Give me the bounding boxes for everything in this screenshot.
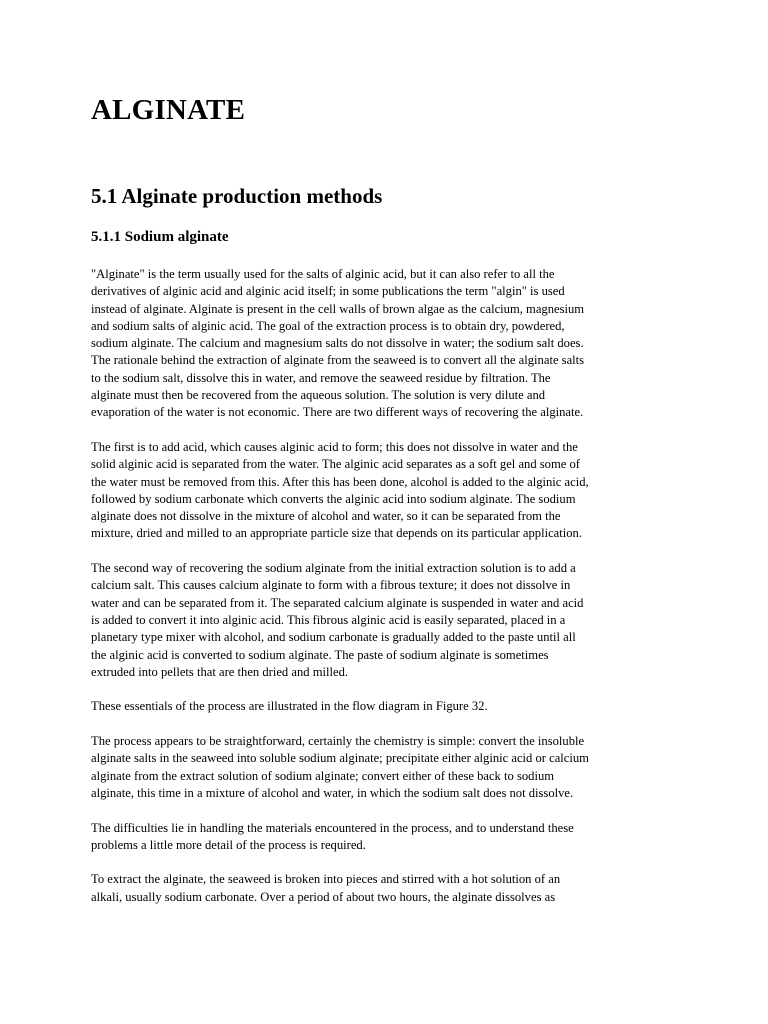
paragraph-line: followed by sodium carbonate which converts the alginic acid into sodium alginate. The sodium [91, 491, 576, 506]
paragraph-line: The difficulties lie in handling the materials encountered in the process, and to understand these [91, 820, 574, 835]
subsection-heading: 5.1.1 Sodium alginate [91, 229, 229, 245]
paragraph-line: derivatives of alginic acid and alginic acid itself; in some publications the term "algin" is used [91, 284, 565, 299]
paragraph-line: extruded into pellets that are then dried and milled. [91, 664, 349, 679]
body-paragraph [91, 439, 681, 543]
document-title: ALGINATE [91, 94, 246, 126]
paragraph-line: alginate from the extract solution of sodium alginate; convert either of these back to sodium [91, 768, 555, 783]
paragraph-line: To extract the alginate, the seaweed is broken into pieces and stirred with a hot solution of an [91, 872, 561, 887]
paragraph-line: to the sodium salt, dissolve this in water, and remove the seaweed residue by filtration. The [91, 370, 551, 385]
paragraph-line: and sodium salts of alginic acid. The goal of the extraction process is to obtain dry, powdered, [91, 318, 565, 333]
paragraph-line: solid alginic acid is separated from the water. The alginic acid separates as a soft gel and some of [91, 457, 581, 472]
paragraph-line: The second way of recovering the sodium alginate from the initial extraction solution is to add a [91, 561, 576, 576]
paragraph-line: the water must be removed from this. After this has been done, alcohol is added to the alginic acid, [91, 474, 589, 489]
section-heading: 5.1 Alginate production methods [91, 184, 383, 208]
paragraph-line: planetary type mixer with alcohol, and sodium carbonate is gradually added to the paste until all [91, 630, 576, 645]
paragraph-line: sodium alginate. The calcium and magnesium salts do not dissolve in water; the sodium salt does. [91, 336, 584, 351]
paragraph-line: alginate salts in the seaweed into soluble sodium alginate; precipitate either alginic acid or calcium [91, 751, 589, 766]
paragraph-line: mixture, dried and milled to an appropriate particle size that depends on its particular application. [91, 526, 582, 541]
paragraph-line: instead of alginate. Alginate is present in the cell walls of brown algae as the calcium, magnesium [91, 301, 585, 316]
body-paragraph [91, 733, 681, 802]
paragraph-line: the alginic acid is converted to sodium alginate. The paste of sodium alginate is sometimes [91, 647, 549, 662]
paragraph-line: "Alginate" is the term usually used for the salts of alginic acid, but it can also refer to all the [91, 267, 555, 281]
paragraph-line: The rationale behind the extraction of alginate from the seaweed is to convert all the alginate salts [91, 353, 585, 368]
body-paragraph [91, 560, 681, 681]
body-paragraph [91, 266, 681, 422]
document-page [91, 94, 681, 923]
paragraph-line: The first is to add acid, which causes alginic acid to form; this does not dissolve in water and the [91, 439, 578, 454]
paragraph-line: calcium salt. This causes calcium alginate to form with a fibrous texture; it does not dissolve in [91, 578, 571, 593]
paragraph-line: problems a little more detail of the process is required. [91, 837, 366, 852]
paragraph-line: evaporation of the water is not economic. There are two different ways of recovering the alginate. [91, 405, 584, 420]
body-paragraph [91, 871, 681, 906]
paragraph-line: alginate does not dissolve in the mixture of alcohol and water, so it can be separated from the [91, 509, 561, 524]
paragraph-line: alginate must then be recovered from the aqueous solution. The solution is very dilute and [91, 388, 546, 403]
paragraph-line: alkali, usually sodium carbonate. Over a period of about two hours, the alginate dissolves as [91, 889, 556, 904]
body-paragraph [91, 820, 681, 855]
body-text [91, 266, 681, 906]
paragraph-line: The process appears to be straightforward, certainly the chemistry is simple: convert the insoluble [91, 734, 585, 749]
paragraph-line: is added to convert it into alginic acid. This fibrous alginic acid is easily separated, placed in a [91, 612, 566, 627]
body-paragraph [91, 698, 681, 715]
paragraph-line: alginate, this time in a mixture of alcohol and water, in which the sodium salt does not dissolve. [91, 785, 574, 800]
paragraph-line: These essentials of the process are illustrated in the flow diagram in Figure 32. [91, 699, 488, 714]
paragraph-line: water and can be separated from it. The separated calcium alginate is suspended in water and acid [91, 595, 584, 610]
